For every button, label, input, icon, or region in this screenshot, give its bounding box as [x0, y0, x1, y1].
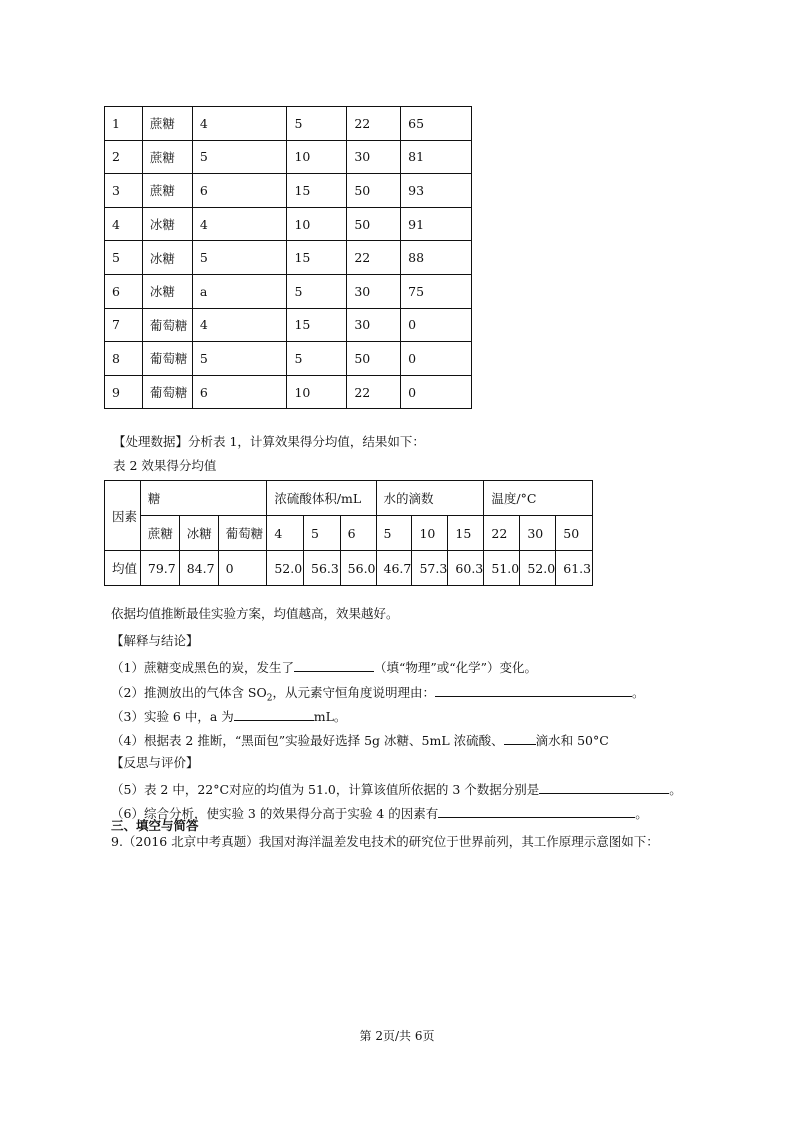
answer-blank-6[interactable]	[438, 804, 635, 818]
table-cell: 15	[287, 174, 347, 208]
group-header-sugar: 糖	[140, 481, 266, 516]
table-row	[105, 241, 472, 275]
subheader-cell: 50	[556, 516, 593, 551]
subheader-cell: 4	[267, 516, 304, 551]
table-cell: 冰糖	[142, 274, 192, 308]
table-cell: 葡萄糖	[142, 375, 192, 409]
mean-value-cell: 52.0	[520, 551, 556, 586]
table-cell: 0	[401, 308, 472, 342]
table-row	[105, 308, 472, 342]
table-row	[105, 140, 472, 174]
table-cell: 30	[347, 274, 401, 308]
table-cell: 10	[287, 140, 347, 174]
question-1: （1）蔗糖变成黑色的炭，发生了 （填“物理”或“化学”）变化。	[111, 660, 538, 675]
table-cell: 93	[401, 174, 472, 208]
answer-blank-4[interactable]	[504, 731, 536, 745]
table-cell: 5	[192, 241, 287, 275]
answer-blank-1[interactable]	[294, 658, 374, 672]
table-cell: 4	[192, 308, 287, 342]
table-cell: 5	[287, 274, 347, 308]
table-row	[105, 375, 472, 409]
table-cell: a	[192, 274, 287, 308]
question-2: （2）推测放出的气体含 $SO_2$，从元素守恒角度说明理由： 。	[111, 685, 645, 704]
table-cell: 22	[347, 375, 401, 409]
table-cell: 冰糖	[142, 207, 192, 241]
group-header-water: 水的滴数	[376, 481, 484, 516]
question-9: 9.（2016 北京中考真题）我国对海洋温差发电技术的研究位于世界前列，其工作原理示意图如下：	[111, 834, 659, 849]
mean-value-cell: 60.3	[448, 551, 484, 586]
table-cell: 蔗糖	[142, 107, 192, 141]
table-cell: 3	[105, 174, 143, 208]
table-cell: 91	[401, 207, 472, 241]
question-6: （6）综合分析，使实验 3 的效果得分高于实验 4 的因素有 。	[111, 806, 648, 821]
table-cell: 50	[347, 342, 401, 376]
table2-caption: 表 2 效果得分均值	[113, 458, 217, 473]
table-cell: 蔗糖	[142, 174, 192, 208]
table-cell: 88	[401, 241, 472, 275]
subheader-cell: 6	[340, 516, 376, 551]
table-cell: 7	[105, 308, 143, 342]
factor-label: 因素	[105, 481, 141, 551]
mean-value-cell: 46.7	[376, 551, 412, 586]
subheader-cell: 22	[484, 516, 520, 551]
table-row	[105, 274, 472, 308]
table-cell: 22	[347, 241, 401, 275]
table-cell: 6	[105, 274, 143, 308]
table-cell: 5	[287, 107, 347, 141]
subheader-cell: 5	[376, 516, 412, 551]
table-cell: 5	[192, 140, 287, 174]
table-cell: 4	[192, 107, 287, 141]
mean-value-cell: 61.3	[556, 551, 593, 586]
mean-label: 均值	[105, 551, 141, 586]
reflect-heading: 【反思与评价】	[111, 755, 199, 770]
mean-value-cell: 79.7	[140, 551, 179, 586]
table-cell: 30	[347, 308, 401, 342]
table-cell: 30	[347, 140, 401, 174]
table-cell: 0	[401, 342, 472, 376]
mean-value-cell: 84.7	[179, 551, 218, 586]
question-5: （5）表 2 中，22°C对应的均值为 51.0，计算该值所依据的 3 个数据分别是 。	[111, 782, 682, 797]
table-cell: 15	[287, 241, 347, 275]
question-4: （4）根据表 2 推断，“黑面包”实验最好选择 5g 冰糖、5mL 浓硫酸、 滴水和 50°C	[111, 733, 609, 748]
mean-value-cell: 51.0	[484, 551, 520, 586]
table-cell: 1	[105, 107, 143, 141]
table-cell: 8	[105, 342, 143, 376]
table-row	[105, 174, 472, 208]
table-cell: 81	[401, 140, 472, 174]
table-row	[105, 342, 472, 376]
group-header-acid: 浓硫酸体积/mL	[267, 481, 376, 516]
mean-value-cell: 52.0	[267, 551, 304, 586]
experiment-table	[104, 106, 472, 409]
subheader-cell: 10	[412, 516, 448, 551]
table-cell: 75	[401, 274, 472, 308]
section-3-heading: 三、填空与简答	[111, 818, 199, 833]
table-cell: 5	[287, 342, 347, 376]
table-cell: 10	[287, 375, 347, 409]
table-cell: 5	[105, 241, 143, 275]
page-footer: 第 2页/共 6页	[359, 1029, 435, 1043]
table-cell: 10	[287, 207, 347, 241]
process-data-heading: 【处理数据】分析表 1，计算效果得分均值，结果如下：	[113, 434, 425, 449]
question-3: （3）实验 6 中，a 为 mL。	[111, 709, 347, 724]
subheader-cell: 蔗糖	[140, 516, 179, 551]
basis-text: 依据均值推断最佳实验方案，均值越高，效果越好。	[111, 606, 399, 621]
table-cell: 6	[192, 375, 287, 409]
subheader-cell: 30	[520, 516, 556, 551]
mean-value-cell: 56.0	[340, 551, 376, 586]
table-cell: 65	[401, 107, 472, 141]
subheader-cell: 葡萄糖	[218, 516, 267, 551]
table-cell: 22	[347, 107, 401, 141]
answer-blank-5[interactable]	[539, 780, 669, 794]
subheader-cell: 5	[304, 516, 341, 551]
mean-score-table	[104, 480, 593, 586]
subheader-cell: 冰糖	[179, 516, 218, 551]
mean-value-cell: 0	[218, 551, 267, 586]
table-cell: 2	[105, 140, 143, 174]
answer-blank-2[interactable]	[435, 683, 632, 697]
table-cell: 0	[401, 375, 472, 409]
table-cell: 5	[192, 342, 287, 376]
table-cell: 9	[105, 375, 143, 409]
group-header-temperature: 温度/°C	[484, 481, 593, 516]
table-cell: 葡萄糖	[142, 342, 192, 376]
table-cell: 50	[347, 174, 401, 208]
subheader-cell: 15	[448, 516, 484, 551]
table-cell: 6	[192, 174, 287, 208]
table-cell: 4	[105, 207, 143, 241]
explain-heading: 【解释与结论】	[111, 633, 199, 648]
table-row	[105, 107, 472, 141]
mean-value-cell: 57.3	[412, 551, 448, 586]
mean-value-cell: 56.3	[304, 551, 341, 586]
table-cell: 4	[192, 207, 287, 241]
table-cell: 葡萄糖	[142, 308, 192, 342]
table-cell: 蔗糖	[142, 140, 192, 174]
table-cell: 冰糖	[142, 241, 192, 275]
answer-blank-3[interactable]	[234, 707, 314, 721]
table-cell: 50	[347, 207, 401, 241]
table-row	[105, 207, 472, 241]
table-cell: 15	[287, 308, 347, 342]
